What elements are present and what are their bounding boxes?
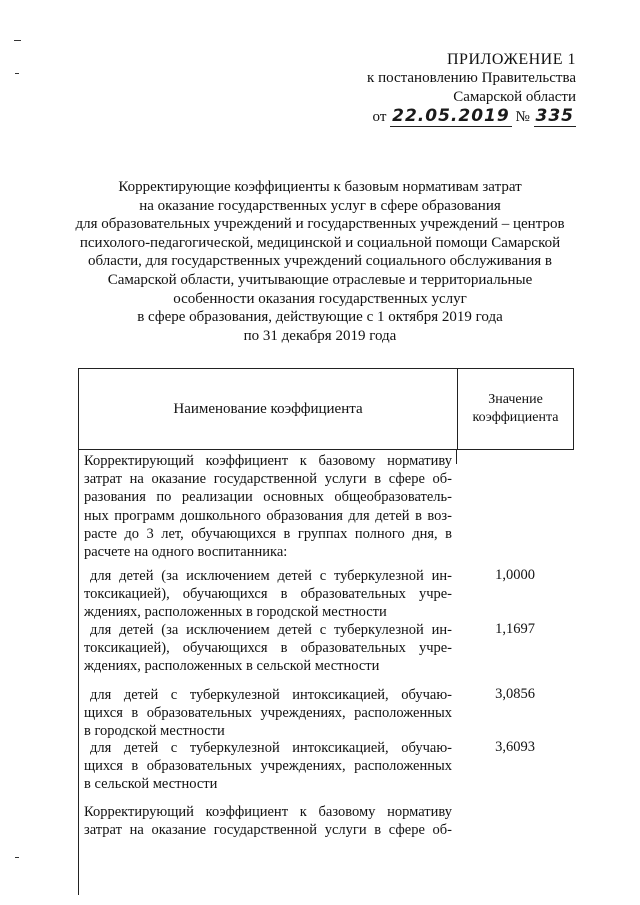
heading-line: в сфере образования, действующие с 1 октября 2019 года bbox=[137, 309, 503, 326]
coefficients-table-header bbox=[78, 368, 574, 450]
text-line: Корректирующий коэффициент к базовому нормативу bbox=[84, 804, 452, 820]
row-value: 3,0856 bbox=[495, 686, 535, 702]
row-text-line: в сельской местности bbox=[84, 776, 218, 793]
row-text-line: токсикацией), обучающихся в образовательных учре- bbox=[84, 640, 452, 657]
row-text-line: щихся в образовательных учреждениях, расположенных bbox=[84, 705, 452, 722]
scan-mark bbox=[15, 857, 19, 858]
appendix-resolution: к постановлению Правительства bbox=[367, 70, 576, 86]
row-text-line: для детей (за исключением детей с туберкулезной ин- bbox=[90, 622, 452, 638]
text-line: расчете на одного воспитанника: bbox=[84, 544, 288, 561]
table-left-border bbox=[78, 450, 79, 895]
row-value: 3,6093 bbox=[495, 739, 535, 755]
appendix-region: Самарской области bbox=[453, 89, 576, 105]
row-value: 1,1697 bbox=[495, 621, 535, 637]
text-line: расте до 3 лет, обучающихся в группах полного дня, в bbox=[84, 525, 452, 542]
row-text-line: для детей с туберкулезной интоксикацией, обучаю- bbox=[90, 740, 452, 756]
table-row bbox=[84, 621, 452, 676]
from-prefix: от bbox=[372, 109, 387, 125]
table-row bbox=[84, 739, 452, 794]
appendix-date-number bbox=[367, 107, 576, 127]
row-text-line: токсикацией), обучающихся в образовательных учре- bbox=[84, 586, 452, 603]
heading-line: по 31 декабря 2019 года bbox=[243, 327, 397, 344]
row-text-line: для детей (за исключением детей с туберкулезной ин- bbox=[90, 568, 452, 584]
row-text-line: щихся в образовательных учреждениях, расположенных bbox=[84, 758, 452, 775]
column-header-value-line1: Значение bbox=[488, 392, 543, 407]
table-row bbox=[84, 686, 452, 741]
column-header-value bbox=[458, 369, 573, 449]
text-line: затрат на оказание государственной услуги в сфере об- bbox=[84, 822, 452, 839]
text-line: затрат на оказание государственной услуги в сфере об- bbox=[84, 471, 452, 488]
column-header-name: Наименование коэффициента bbox=[173, 400, 363, 417]
appendix-block bbox=[367, 50, 576, 127]
handwritten-number: 335 bbox=[535, 106, 574, 126]
document-heading bbox=[60, 178, 580, 345]
number-prefix: № bbox=[515, 109, 530, 125]
table-row bbox=[84, 567, 452, 622]
text-line: разования по реализации основных общеобразователь- bbox=[84, 489, 452, 506]
heading-line: психолого-педагогической, медицинской и социальной помощи Самарской bbox=[79, 234, 561, 251]
text-line: ных программ дошкольного образования для детей в воз- bbox=[84, 507, 452, 524]
scan-mark bbox=[15, 73, 19, 74]
handwritten-date: 22.05.2019 bbox=[392, 106, 510, 126]
text-line: Корректирующий коэффициент к базовому нормативу bbox=[84, 453, 452, 469]
appendix-title: ПРИЛОЖЕНИЕ 1 bbox=[446, 51, 576, 68]
heading-line: на оказание государственных услуг в сфере образования bbox=[139, 197, 501, 214]
table-column-divider-stub bbox=[456, 450, 457, 464]
scan-mark bbox=[14, 40, 21, 41]
heading-line: особенности оказания государственных услуг bbox=[173, 290, 467, 307]
row-text-line: для детей с туберкулезной интоксикацией, обучаю- bbox=[90, 687, 452, 703]
section2-description bbox=[84, 803, 452, 839]
row-text-line: ждениях, расположенных в городской местности bbox=[84, 604, 387, 621]
heading-line: Корректирующие коэффициенты к базовым нормативам затрат bbox=[118, 179, 522, 195]
heading-line: области, для государственных учреждений социального обслуживания в bbox=[88, 253, 552, 270]
row-text-line: в городской местности bbox=[84, 723, 225, 740]
heading-line: Самарской области, учитывающие отраслевые и территориальные bbox=[107, 271, 533, 288]
row-value: 1,0000 bbox=[495, 567, 535, 583]
row-text-line: ждениях, расположенных в сельской местности bbox=[84, 658, 380, 675]
column-header-value-line2: коэффициента bbox=[472, 410, 559, 425]
heading-line: для образовательных учреждений и государственных учреждений – центров bbox=[75, 216, 565, 233]
section1-description bbox=[84, 452, 452, 561]
